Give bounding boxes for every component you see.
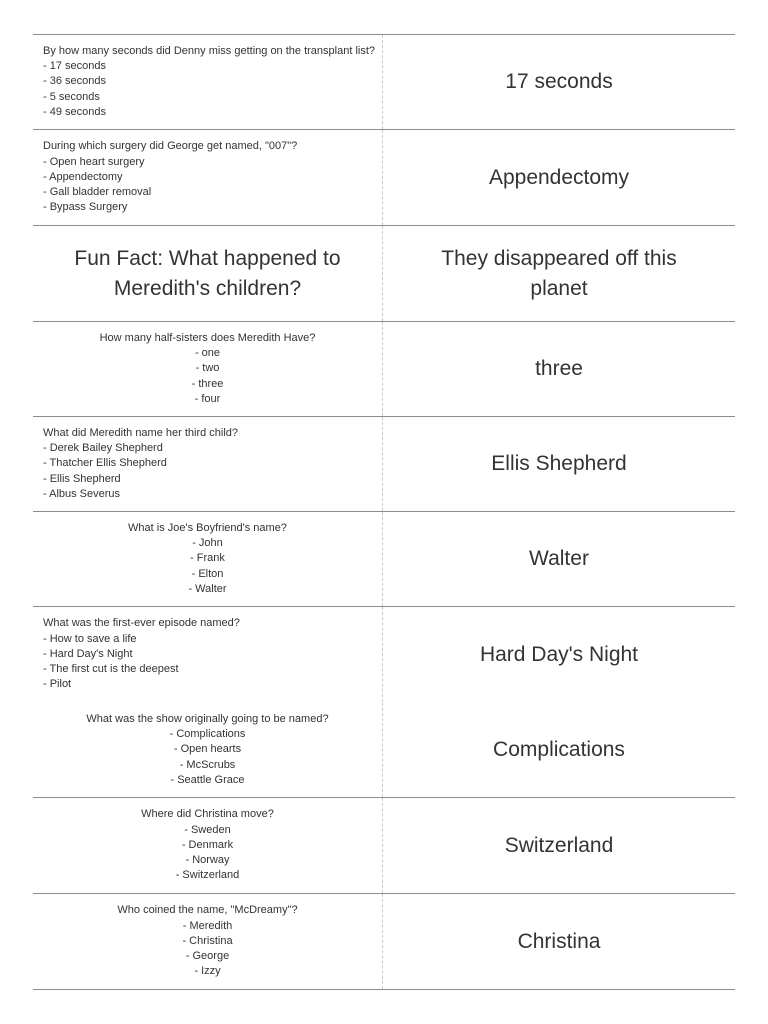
- option: - Appendectomy: [43, 170, 123, 183]
- answer-text: planet: [530, 276, 588, 300]
- flashcard-row: [33, 129, 735, 225]
- answer-text: Ellis Shepherd: [491, 452, 627, 475]
- option: - 36 seconds: [43, 75, 106, 88]
- answer-text: Appendectomy: [488, 165, 630, 189]
- question-cell: [33, 512, 383, 606]
- question-text: What was the first-ever episode named?: [43, 617, 240, 630]
- option: - Open heart surgery: [43, 155, 145, 168]
- option: - George: [185, 950, 230, 963]
- flashcard-row: [33, 893, 735, 990]
- flashcard-table: [33, 34, 735, 990]
- flashcard-row: [33, 225, 735, 321]
- option: - Open hearts: [173, 743, 242, 756]
- option: - Norway: [185, 854, 230, 867]
- option: - Hard Day's Night: [43, 647, 133, 660]
- answer-text: They disappeared off this: [441, 246, 677, 270]
- answer-cell: [383, 130, 735, 225]
- option: - 17 seconds: [43, 60, 106, 73]
- question-text: What did Meredith name her third child?: [43, 426, 239, 439]
- option: - The first cut is the deepest: [43, 663, 179, 676]
- answer-text: 17 seconds: [505, 70, 613, 93]
- answer-cell: [383, 607, 735, 702]
- flashcard-row: [33, 416, 735, 511]
- option: - Thatcher Ellis Shepherd: [43, 457, 167, 470]
- option: - Complications: [169, 728, 246, 741]
- option: - John: [192, 537, 223, 550]
- flashcard-row: [33, 797, 735, 893]
- flashcard-row: [33, 702, 735, 797]
- question-cell: [33, 894, 383, 989]
- question-text: During which surgery did George get named, "007"?: [43, 140, 298, 153]
- answer-cell: [383, 226, 735, 321]
- option: - four: [194, 392, 221, 405]
- question-text: Fun Fact: What happened to: [74, 246, 341, 270]
- option: - Seattle Grace: [170, 773, 245, 786]
- option: - How to save a life: [43, 632, 137, 645]
- flashcard-row: [33, 606, 735, 702]
- option: - Bypass Surgery: [43, 201, 128, 214]
- question-cell: [33, 35, 383, 129]
- answer-text: Switzerland: [504, 833, 614, 857]
- answer-text: Walter: [529, 547, 589, 570]
- option: - Walter: [188, 582, 227, 595]
- option: - Christina: [182, 934, 233, 947]
- option: - 5 seconds: [43, 90, 100, 103]
- question-cell: [33, 226, 383, 321]
- question-text: What is Joe's Boyfriend's name?: [128, 521, 287, 534]
- option: - Switzerland: [175, 869, 240, 882]
- option: - Ellis Shepherd: [43, 472, 121, 485]
- option: - Albus Severus: [43, 487, 121, 500]
- question-text: Where did Christina move?: [141, 808, 274, 821]
- answer-cell: [383, 894, 735, 989]
- question-text: Meredith's children?: [113, 276, 302, 300]
- answer-cell: [383, 703, 735, 797]
- question-text: How many half-sisters does Meredith Have?: [99, 331, 316, 344]
- question-cell: [33, 417, 383, 511]
- answer-cell: [383, 512, 735, 606]
- option: - one: [194, 347, 221, 360]
- answer-cell: [383, 35, 735, 129]
- answer-text: three: [535, 357, 583, 380]
- answer-cell: [383, 798, 735, 893]
- answer-cell: [383, 322, 735, 416]
- option: - McScrubs: [179, 758, 236, 771]
- option: - Gall bladder removal: [43, 186, 152, 199]
- answer-text: Complications: [493, 738, 625, 761]
- question-text: What was the show originally going to be named?: [86, 712, 329, 725]
- option: - Derek Bailey Shepherd: [43, 442, 163, 455]
- answer-cell: [383, 417, 735, 511]
- answer-text: Hard Day's Night: [479, 642, 639, 666]
- question-text: Who coined the name, "McDreamy"?: [117, 904, 298, 917]
- option: - Pilot: [43, 678, 72, 691]
- option: - Izzy: [194, 965, 221, 978]
- question-cell: [33, 703, 383, 797]
- flashcard-row: [33, 321, 735, 416]
- answer-text: Christina: [517, 929, 601, 953]
- question-cell: [33, 130, 383, 225]
- option: - Elton: [191, 567, 224, 580]
- option: - 49 seconds: [43, 105, 106, 118]
- question-cell: [33, 322, 383, 416]
- flashcard-row: [33, 511, 735, 606]
- option: - Sweden: [184, 823, 231, 836]
- option: - Meredith: [182, 919, 233, 932]
- question-text: By how many seconds did Denny miss getting on the transplant list?: [43, 44, 376, 57]
- flashcard-row: [33, 34, 735, 129]
- option: - two: [195, 362, 220, 375]
- option: - Frank: [190, 552, 225, 565]
- question-cell: [33, 798, 383, 893]
- option: - Denmark: [181, 838, 234, 851]
- question-cell: [33, 607, 383, 702]
- option: - three: [191, 377, 224, 390]
